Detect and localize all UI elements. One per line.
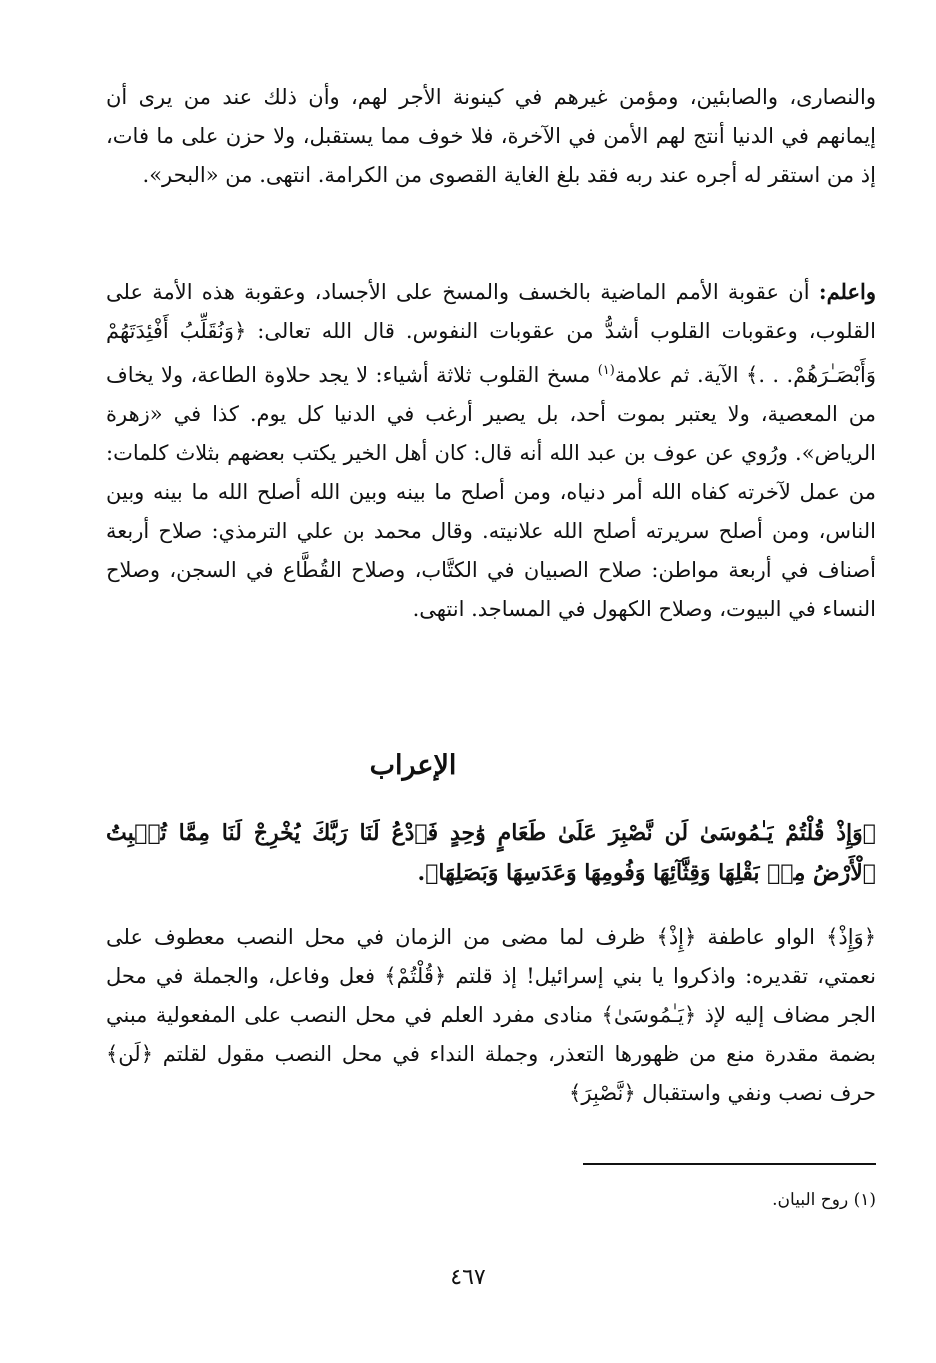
- footnote: (١) روح البيان.: [772, 1190, 876, 1210]
- paragraph-2-rest: مسخ القلوب ثلاثة أشياء: لا يجد حلاوة الطاعة، ولا يخاف من المعصية، ولا يعتبر بموت أحد، بل يصير أرغب في الدنيا كل يوم. كذا في «زهرة الرياض». ورُوي عن عوف بن عبد الله أنه قال: كان أهل الخير يكتب بعضهم بثلاث كلمات: من عمل لآخرته كفاه الله أمر دنياه، ومن أصلح ما بينه وبين الله أصلح الله ما بينه وبين الناس، ومن أصلح سريرته أصلح الله علانيته. وقال محمد بن علي الترمذي: صلاح أربعة أصناف في أربعة مواطن: صلاح الصبيان في الكتَّاب، وصلاح القُطَّاع في السجن، وصلاح النساء في البيوت، وصلاح الكهول في المساجد. انتهى.: [106, 363, 876, 621]
- paragraph-2-body: أن عقوبة الأمم الماضية بالخسف والمسخ على الأجساد، وعقوبة هذه الأمة على القلوب، وعقوبات القلوب أشدُّ من عقوبات النفوس. قال الله تعالى: ﴿وَنُقَلِّبُ أَفْئِدَتَهُمْ وَأَبْصَـٰرَهُمْ. . .﴾ الآية. ثم علامة: [106, 280, 876, 387]
- page-number: ٤٦٧: [450, 1265, 486, 1290]
- paragraph-3: ﴿وَإِذْ﴾ الواو عاطفة ﴿إِذْ﴾ ظرف لما مضى من الزمان في محل النصب معطوف على نعمتي، تقديره: واذكروا يا بني إسرائيل! إذ قلتم ﴿قُلْتُمْ﴾ فعل وفاعل، والجملة في محل الجر مضاف إليه لإذ ﴿يَـٰمُوسَىٰ﴾ منادى مفرد العلم في محل النصب على المفعولية مبني بضمة مقدرة منع من ظهورها التعذر، وجملة النداء في محل النصب مقول لقلتم ﴿لَن﴾ حرف نصب ونفي واستقبال ﴿نَّصْبِرَ﴾: [106, 925, 876, 1105]
- paragraph-2: [106, 272, 876, 629]
- quran-verse: ﴿وَإِذْ قُلْتُمْ يَـٰمُوسَىٰ لَن نَّصْبِرَ عَلَىٰ طَعَامٍ وَٰحِدٍ فَٱدْعُ لَنَا رَبَّكَ يُخْرِجْ لَنَا مِمَّا تُنۢبِتُ ٱلْأَرْضُ مِنۢ بَقْلِهَا وَقِثَّآئِهَا وَفُومِهَا وَعَدَسِهَا وَبَصَلِهَا﴾.: [106, 820, 876, 886]
- paragraph-1: والنصارى، والصابئين، ومؤمن غيرهم في كينونة الأجر لهم، وأن ذلك عند من يرى أن إيمانهم في الدنيا أنتج لهم الأمن في الآخرة، فلا خوف مما يستقبل، ولا حزن على ما فات، إذ من استقر له أجره عند ربه فقد بلغ الغاية القصوى من الكرامة. انتهى. من «البحر».: [106, 85, 876, 187]
- section-heading: الإعراب: [369, 750, 457, 781]
- footnote-divider: [583, 1163, 876, 1165]
- footnote-reference: (١): [597, 363, 615, 378]
- paragraph-2-lead: واعلم:: [818, 279, 876, 304]
